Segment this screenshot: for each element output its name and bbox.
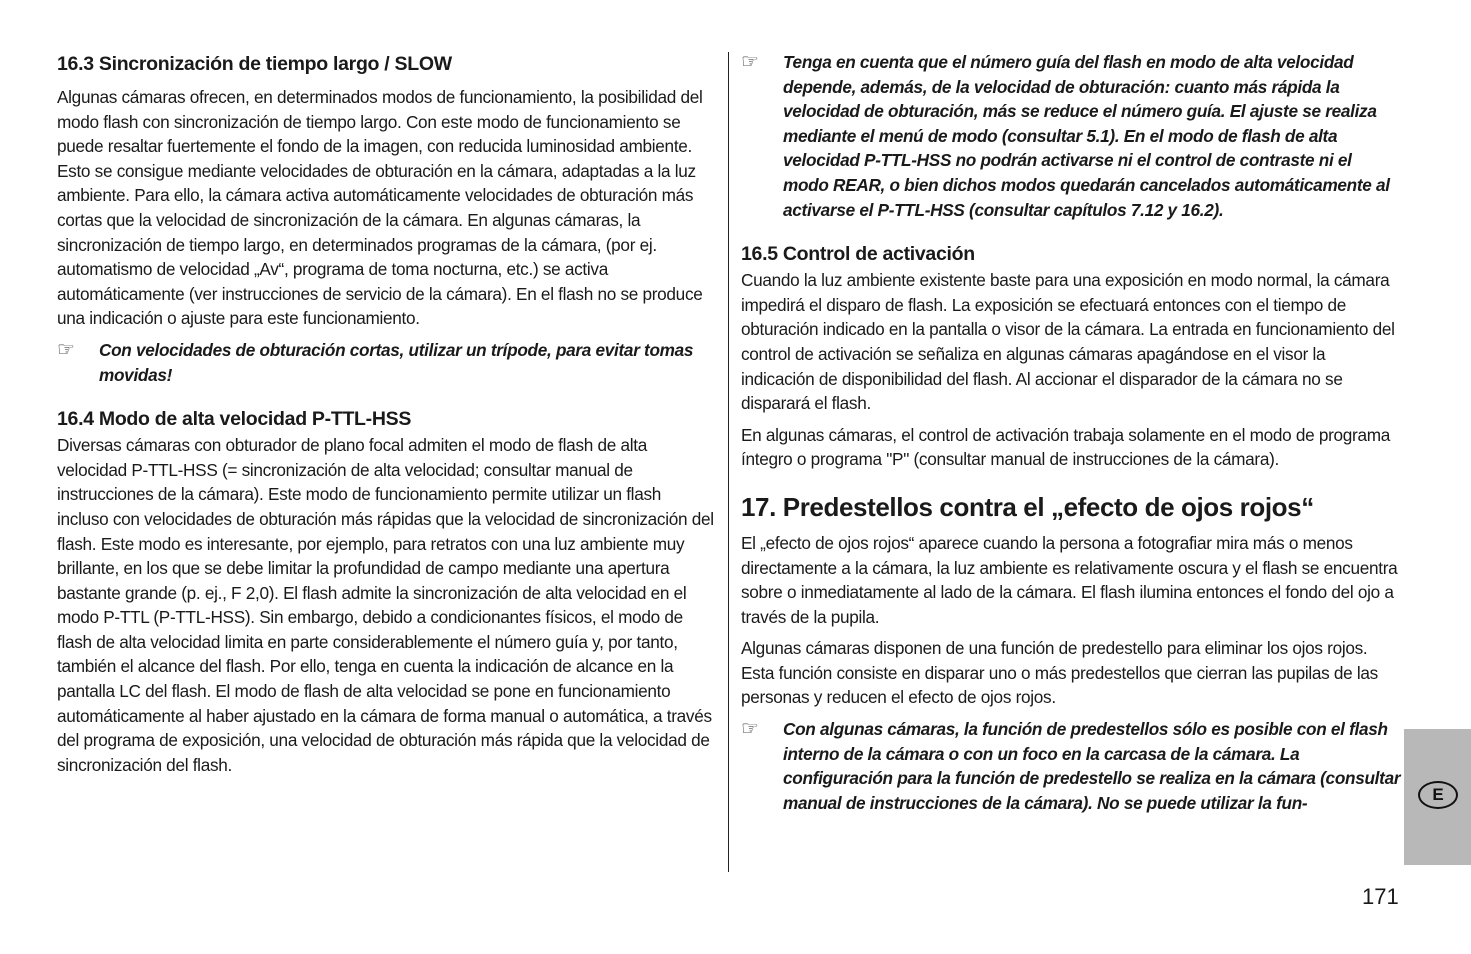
note-hss	[741, 50, 1401, 222]
section-16-5-title: 16.5 Control de activación	[741, 243, 975, 266]
section-16-4-body: Diversas cámaras con obturador de plano focal admiten el modo de flash de alta velocidad P-TTL-HSS (= sincronización de alta velocidad; consultar manual de instrucciones de la cámara). Este modo de funcionamiento permite utilizar un flash incluso con velocidades de obturación más rápidas que la velocidad de sincronización del flash. Este modo es interesante, por ejemplo, para retratos con una luz ambiente muy brillante, en los que se debe limitar la profundidad de campo mediante una apertura bastante grande (p. ej., F 2,0). El flash admite la sincronización de alta velocidad en el modo P-TTL (P-TTL-HSS). Sin embargo, debido a condicionantes físicos, el modo de flash de alta velocidad limita en parte considerablemente el número guía y, por tanto, también el alcance del flash. Por ello, tenga en cuenta la indicación de alcance en la pantalla LC del flash. El modo de flash de alta velocidad se pone en funcionamiento automáticamente al haber ajustado en la cámara de forma manual o automática, a través del programa de exposición, una velocidad de obturación más rápida que la velocidad de sincronización del flash.	[57, 435, 714, 775]
note-tripod	[57, 338, 716, 387]
pointing-hand-icon: ☞	[741, 51, 759, 73]
note-hss-text: Tenga en cuenta que el número guía del flash en modo de alta velocidad depende, además, de la velocidad de obturación: cuanto más rápida la velocidad de obturación, más se reduce el número guía. El ajuste se realiza mediante el menú de modo (consultar 5.1). En el modo de flash de alta velocidad P-TTL-HSS no podrán activarse ni el control de contraste ni el modo REAR, o bien dichos modos quedarán cancelados automáticamente al activarse el P-TTL-HSS (consultar capítulos 7.12 y 16.2).	[783, 52, 1390, 220]
column-divider	[728, 52, 729, 872]
note-predestellos-text: Con algunas cámaras, la función de predestellos sólo es posible con el flash interno de la cámara o con un foco en la carcasa de la cámara. La configuración para la función de predestello se realiza en la cámara (consultar manual de instrucciones de la cámara). No se puede utilizar la fun-	[783, 719, 1401, 813]
section-16-5-body-1: Cuando la luz ambiente existente baste para una exposición en modo normal, la cámara impedirá el disparo de flash. La exposición se efectuará entonces con el tiempo de obturación indicado en la pantalla o visor de la cámara. La entrada en funcionamiento del control de activación se señaliza en algunas cámaras apagándose en el visor la indicación de disponibilidad del flash. Al accionar el disparador de la cámara no se disparará el flash.	[741, 270, 1395, 414]
note-predestellos	[741, 717, 1401, 815]
section-16-4-title: 16.4 Modo de alta velocidad P-TTL-HSS	[57, 408, 412, 431]
page-number: 171	[1362, 884, 1399, 909]
language-badge: E	[1418, 781, 1458, 809]
chapter-17-title: 17. Predestellos contra el „efecto de ojos rojos“	[741, 491, 1314, 522]
section-16-3-title: 16.3 Sincronización de tiempo largo / SLOW	[57, 53, 452, 75]
chapter-17-body-2: Algunas cámaras disponen de una función de predestello para eliminar los ojos rojos. Esta función consiste en disparar uno o más predestellos que cierran las pupilas de las personas y reducen el efecto de ojos rojos.	[741, 638, 1378, 708]
left-column	[57, 50, 716, 777]
pointing-hand-icon: ☞	[57, 338, 75, 361]
section-16-3-body: Algunas cámaras ofrecen, en determinados modos de funcionamiento, la posibilidad del modo flash con sincronización de tiempo largo. Con este modo de funcionamiento se puede resaltar fuertemente el fondo de la imagen, con reducida luminosidad ambiente. Esto se consigue mediante velocidades de obturación en la cámara, adaptadas a la luz ambiente. Para ello, la cámara activa automáticamente velocidades de obturación más cortas que la velocidad de sincronización de la cámara. En algunas cámaras, la sincronización de tiempo largo, en determinados programas de la cámara, (por ej. automatismo de velocidad „Av“, programa de toma nocturna, etc.) se activa automáticamente (ver instrucciones de servicio de la cámara). En el flash no se produce una indicación o ajuste para este funcionamiento.	[57, 87, 703, 329]
chapter-17-body-1: El „efecto de ojos rojos“ aparece cuando la persona a fotografiar mira más o menos directamente a la cámara, la luz ambiente es relativamente oscura y el flash se encuentra sobre o inmediatamente al lado de la cámara. El flash ilumina entonces el fondo del ojo a través de la pupila.	[741, 532, 1398, 627]
right-column	[741, 50, 1401, 815]
section-16-5-body-2: En algunas cámaras, el control de activación trabaja solamente en el modo de programa íntegro o programa "P" (consultar manual de instrucciones de la cámara).	[741, 424, 1391, 470]
note-tripod-text: Con velocidades de obturación cortas, utilizar un trípode, para evitar tomas movidas!	[99, 339, 694, 385]
pointing-hand-icon: ☞	[741, 718, 759, 741]
language-tab	[1404, 729, 1471, 865]
